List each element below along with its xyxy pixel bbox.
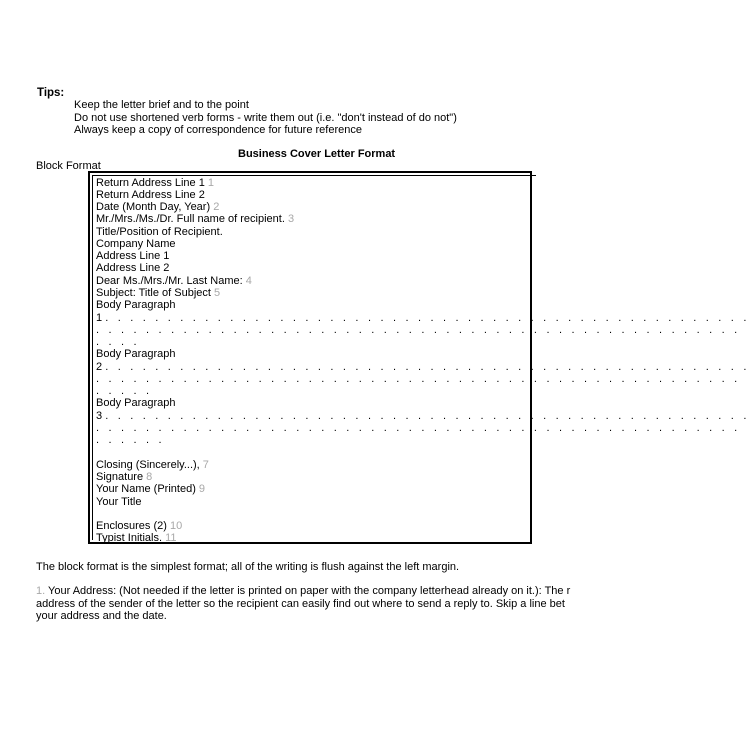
body-paragraph-dots: 2 . . . . . . . . . . . . . . . . . . . . . . . . . . . . . . . . . . . . . . . . . . . . . . . . . . . . bbox=[96, 361, 750, 373]
enclosures-line: Enclosures (2) 10 bbox=[96, 520, 183, 532]
recipient-name-line: Mr./Mrs./Ms./Dr. Full name of recipient. 3 bbox=[96, 213, 295, 225]
salutation-line: Dear Ms./Mrs./Mr. Last Name: 4 bbox=[96, 275, 252, 287]
document-title: Business Cover Letter Format bbox=[238, 148, 396, 160]
body-paragraph-heading: Body Paragraph bbox=[96, 299, 176, 311]
your-title-line: Your Title bbox=[96, 496, 142, 508]
body-paragraph-dots: 1 . . . . . . . . . . . . . . . . . . . . . . . . . . . . . . . . . . . . . . . . . . . . . . . . . . . . bbox=[96, 312, 750, 324]
body-paragraph-tail: . . . . . bbox=[96, 385, 153, 397]
explanation-line-1: 1. Your Address: (Not needed if the letter is printed on paper with the company letterhead already on it.): The r bbox=[36, 585, 571, 597]
tip-item: Do not use shortened verb forms - write them out (i.e. "don't instead of do not") bbox=[74, 112, 457, 124]
explanation-line-3: your address and the date. bbox=[36, 610, 167, 622]
your-name-line: Your Name (Printed) 9 bbox=[96, 483, 206, 495]
tips-label: Tips: bbox=[37, 87, 65, 99]
date-line: Date (Month Day, Year) 2 bbox=[96, 201, 220, 213]
body-paragraph-dots: . . . . . . . . . . . . . . . . . . . . . . . . . . . . . . . . . . . . . . . . . . . . . . . . . . . . bbox=[96, 373, 741, 385]
closing-line: Closing (Sincerely...), 7 bbox=[96, 459, 209, 471]
company-name-line: Company Name bbox=[96, 238, 176, 250]
typist-initials-line: Typist Initials. 11 bbox=[96, 532, 177, 544]
address-line-2: Address Line 2 bbox=[96, 262, 170, 274]
letter-template-box bbox=[92, 175, 750, 544]
subject-line: Subject: Title of Subject 5 bbox=[96, 287, 221, 299]
return-address-line-2: Return Address Line 2 bbox=[96, 189, 205, 201]
body-paragraph-heading: Body Paragraph bbox=[96, 397, 176, 409]
body-paragraph-dots: . . . . . . . . . . . . . . . . . . . . . . . . . . . . . . . . . . . . . . . . . . . . . . . . . . . . bbox=[96, 324, 741, 336]
return-address-line-1: Return Address Line 1 1 bbox=[96, 177, 215, 189]
signature-line: Signature 8 bbox=[96, 471, 153, 483]
body-paragraph-tail: . . . . . . bbox=[96, 434, 165, 446]
tip-item: Always keep a copy of correspondence for future reference bbox=[74, 124, 362, 136]
recipient-title-line: Title/Position of Recipient. bbox=[96, 226, 223, 238]
block-format-label: Block Format bbox=[36, 160, 101, 172]
body-paragraph-heading: Body Paragraph bbox=[96, 348, 176, 360]
explanation-line-2: address of the sender of the letter so the recipient can easily find out where to send a reply to. Skip a line bet bbox=[36, 598, 565, 610]
tip-item: Keep the letter brief and to the point bbox=[74, 99, 249, 111]
block-format-note: The block format is the simplest format; all of the writing is flush against the left margin. bbox=[36, 561, 460, 573]
body-paragraph-dots: . . . . . . . . . . . . . . . . . . . . . . . . . . . . . . . . . . . . . . . . . . . . . . . . . . . . bbox=[96, 422, 741, 434]
body-paragraph-dots: 3 . . . . . . . . . . . . . . . . . . . . . . . . . . . . . . . . . . . . . . . . . . . . . . . . . . . . bbox=[96, 410, 750, 422]
body-paragraph-tail: . . . . bbox=[96, 336, 140, 348]
address-line-1: Address Line 1 bbox=[96, 250, 170, 262]
